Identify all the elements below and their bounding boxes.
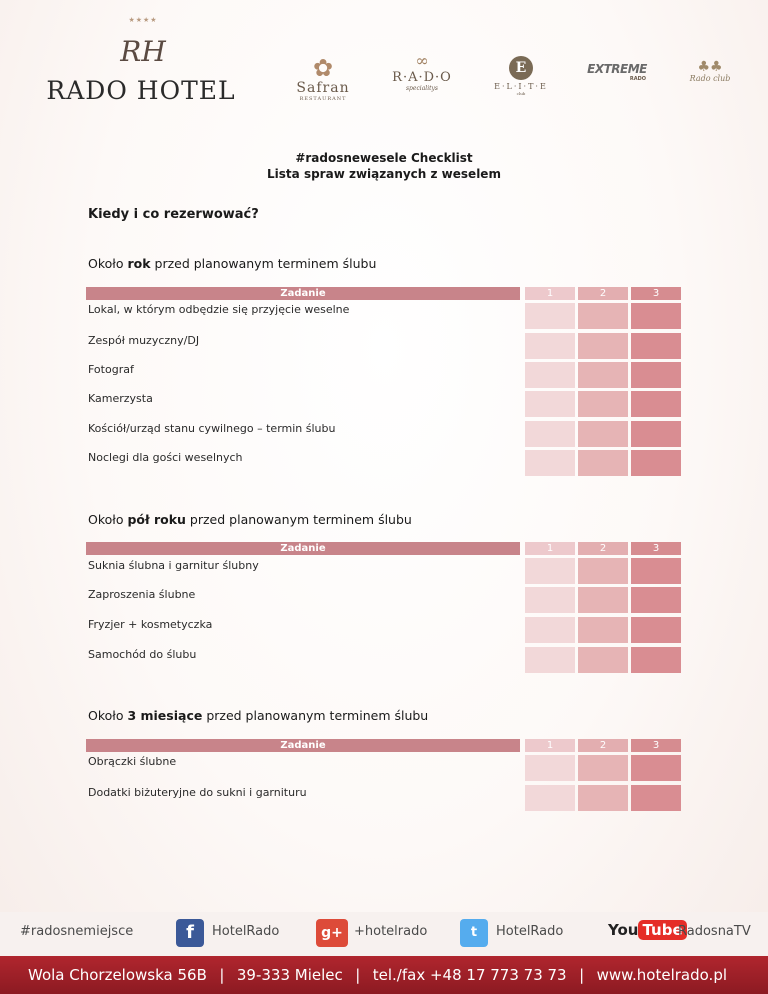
- checkbox-3[interactable]: [631, 450, 681, 476]
- table-header-task: Zadanie: [86, 542, 520, 555]
- rado-hotel-logo: [26, 16, 256, 108]
- flower-icon: ✿: [312, 54, 334, 82]
- checkbox-1[interactable]: [525, 421, 575, 447]
- postal-code: 39-333 Mielec: [236, 966, 343, 984]
- checkbox-3[interactable]: [631, 785, 681, 811]
- phone: tel./fax +48 17 773 73 73: [372, 966, 567, 984]
- rado-sub: specialitys: [405, 85, 439, 92]
- checkbox-1[interactable]: [525, 755, 575, 781]
- checkbox-2[interactable]: [578, 362, 628, 388]
- period-suffix: przed planowanym terminem ślubu: [202, 708, 429, 723]
- period-suffix: przed planowanym terminem ślubu: [185, 512, 412, 527]
- checkbox-2[interactable]: [578, 647, 628, 673]
- checkbox-3[interactable]: [631, 755, 681, 781]
- hashtag: #radosnemiejsce: [20, 924, 134, 939]
- checkbox-2[interactable]: [578, 333, 628, 359]
- youtube-you: You: [608, 921, 639, 939]
- youtube-icon[interactable]: [608, 920, 687, 946]
- elite-name: E·L·I·T·E: [494, 82, 548, 91]
- hotel-name: RADO HOTEL: [46, 76, 236, 105]
- infinity-icon: ∞: [415, 51, 429, 70]
- col-header-1: 1: [525, 287, 575, 300]
- col-header-1: 1: [525, 739, 575, 752]
- col-header-3: 3: [631, 739, 681, 752]
- checkbox-1[interactable]: [525, 391, 575, 417]
- rado-name: R·A·D·O: [392, 70, 452, 85]
- elite-sub: club: [516, 91, 526, 96]
- separator: |: [579, 966, 585, 984]
- period-bold: 3 miesiące: [127, 708, 203, 723]
- task-row: Fryzjer + kosmetyczka: [88, 618, 213, 631]
- task-row: Fotograf: [88, 363, 134, 376]
- col-header-3: 3: [631, 287, 681, 300]
- period-prefix: Około: [88, 256, 128, 271]
- youtube-tube: Tube: [638, 920, 686, 940]
- extreme-sub: RADO: [629, 76, 646, 82]
- stars-icon: ★★★★: [128, 16, 158, 24]
- rado-club-logo: [678, 60, 742, 83]
- checkbox-2[interactable]: [578, 587, 628, 613]
- section-heading: Kiedy i co rezerwować?: [88, 207, 259, 222]
- facebook-icon[interactable]: f: [176, 919, 204, 947]
- checkbox-2[interactable]: [578, 558, 628, 584]
- period-prefix: Około: [88, 512, 128, 527]
- task-row: Kościół/urząd stanu cywilnego – termin ślubu: [88, 422, 336, 435]
- checkbox-3[interactable]: [631, 647, 681, 673]
- task-row: Zaproszenia ślubne: [88, 588, 196, 601]
- task-row: Dodatki biżuteryjne do sukni i garnituru: [88, 786, 307, 799]
- period-label: [88, 256, 376, 271]
- doc-subtitle: Lista spraw związanych z weselem: [267, 167, 501, 181]
- checkbox-1[interactable]: [525, 362, 575, 388]
- col-header-2: 2: [578, 287, 628, 300]
- checkbox-2[interactable]: [578, 391, 628, 417]
- googleplus-icon[interactable]: g+: [316, 919, 348, 947]
- facebook-link[interactable]: HotelRado: [212, 924, 280, 939]
- elite-circle-icon: E: [509, 56, 533, 80]
- checkbox-1[interactable]: [525, 558, 575, 584]
- elite-club-logo: [488, 56, 554, 96]
- twitter-link[interactable]: HotelRado: [496, 924, 564, 939]
- table-header-task: Zadanie: [86, 287, 520, 300]
- page-header: [0, 0, 768, 120]
- period-label: [88, 512, 412, 527]
- checkbox-3[interactable]: [631, 303, 681, 329]
- checkbox-3[interactable]: [631, 421, 681, 447]
- tree-icon: ♣♣: [697, 59, 723, 75]
- rado-specialitys-logo: [382, 52, 462, 92]
- checkbox-2[interactable]: [578, 421, 628, 447]
- checkbox-1[interactable]: [525, 333, 575, 359]
- twitter-icon[interactable]: t: [460, 919, 488, 947]
- checkbox-3[interactable]: [631, 333, 681, 359]
- extreme-name: EXTREME: [587, 62, 647, 76]
- col-header-1: 1: [525, 542, 575, 555]
- task-row: Suknia ślubna i garnitur ślubny: [88, 559, 259, 572]
- checkbox-3[interactable]: [631, 558, 681, 584]
- task-row: Obrączki ślubne: [88, 755, 177, 768]
- task-row: Zespół muzyczny/DJ: [88, 334, 200, 347]
- checkbox-2[interactable]: [578, 303, 628, 329]
- website-link[interactable]: www.hotelrado.pl: [596, 966, 728, 984]
- safran-name: Safran: [296, 80, 350, 96]
- task-row: Kamerzysta: [88, 392, 153, 405]
- checkbox-1[interactable]: [525, 617, 575, 643]
- checkbox-3[interactable]: [631, 617, 681, 643]
- task-row: Samochód do ślubu: [88, 648, 197, 661]
- period-bold: pół roku: [127, 512, 186, 527]
- checkbox-2[interactable]: [578, 617, 628, 643]
- youtube-link[interactable]: RadosnaTV: [678, 924, 751, 939]
- separator: |: [355, 966, 361, 984]
- checkbox-2[interactable]: [578, 755, 628, 781]
- address: Wola Chorzelowska 56B: [28, 966, 207, 984]
- safran-logo: [288, 56, 358, 102]
- period-suffix: przed planowanym terminem ślubu: [150, 256, 377, 271]
- col-header-3: 3: [631, 542, 681, 555]
- club-name: Rado club: [689, 74, 731, 83]
- address-bar: [0, 956, 768, 994]
- checkbox-3[interactable]: [631, 391, 681, 417]
- period-bold: rok: [127, 256, 151, 271]
- doc-title: #radosnewesele Checklist: [295, 151, 473, 165]
- col-header-2: 2: [578, 739, 628, 752]
- task-row: Lokal, w którym odbędzie się przyjęcie weselne: [88, 303, 350, 316]
- col-header-2: 2: [578, 542, 628, 555]
- safran-sub: RESTAURANT: [299, 96, 347, 102]
- checkbox-3[interactable]: [631, 587, 681, 613]
- checkbox-1[interactable]: [525, 450, 575, 476]
- checkbox-2[interactable]: [578, 450, 628, 476]
- period-prefix: Około: [88, 708, 128, 723]
- monogram-icon: RH: [120, 35, 166, 68]
- separator: |: [219, 966, 225, 984]
- extreme-rado-logo: [574, 62, 660, 82]
- checkbox-1[interactable]: [525, 647, 575, 673]
- googleplus-link[interactable]: +hotelrado: [354, 924, 428, 939]
- table-header-task: Zadanie: [86, 739, 520, 752]
- checkbox-3[interactable]: [631, 362, 681, 388]
- checkbox-1[interactable]: [525, 785, 575, 811]
- task-row: Noclegi dla gości weselnych: [88, 451, 243, 464]
- checkbox-1[interactable]: [525, 303, 575, 329]
- period-label: [88, 708, 428, 723]
- checkbox-1[interactable]: [525, 587, 575, 613]
- checkbox-2[interactable]: [578, 785, 628, 811]
